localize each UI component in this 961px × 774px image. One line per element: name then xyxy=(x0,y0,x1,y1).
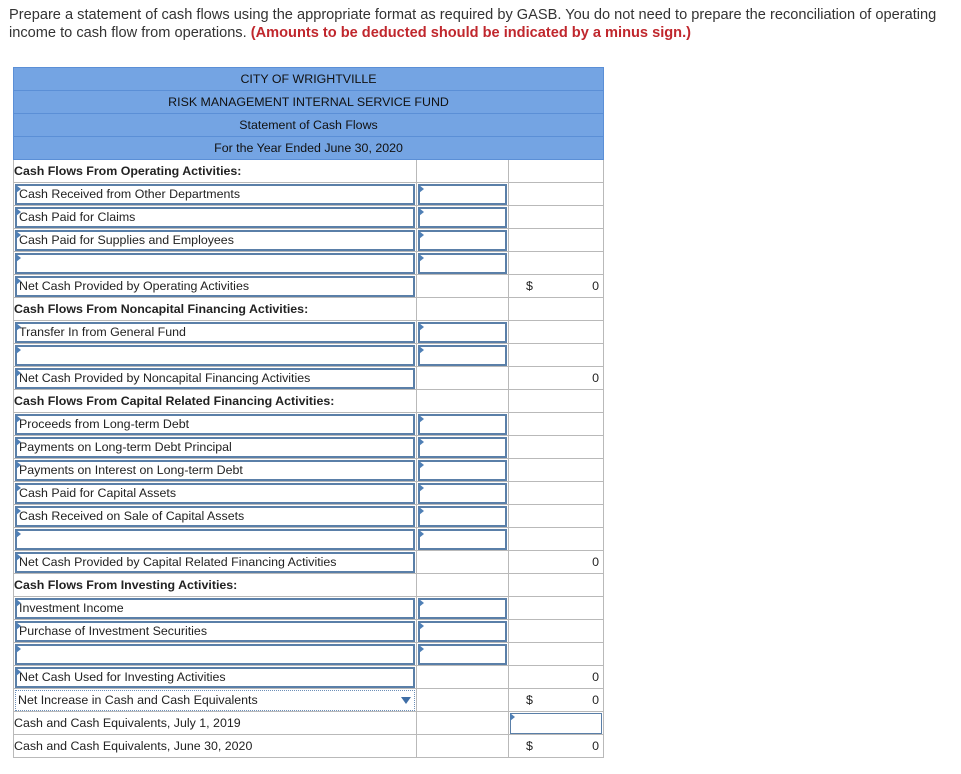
net-change-selected: Net Increase in Cash and Cash Equivalents xyxy=(18,692,258,707)
amount-input[interactable] xyxy=(418,230,507,251)
instructions-note: (Amounts to be deducted should be indicated by a minus sign.) xyxy=(250,25,692,41)
dollar-sign: $ xyxy=(526,739,533,753)
line-item-input[interactable]: Transfer In from General Fund xyxy=(15,322,415,343)
total-value: 0 xyxy=(592,670,600,684)
total-value: 0 xyxy=(592,371,600,385)
line-item-input[interactable] xyxy=(15,345,415,366)
table-row xyxy=(14,620,604,643)
dollar-sign: $ xyxy=(526,693,533,707)
table-row xyxy=(14,321,604,344)
header-entity: CITY OF WRIGHTVILLE xyxy=(14,68,604,91)
line-item-input[interactable] xyxy=(15,253,415,274)
table-row xyxy=(14,528,604,551)
line-item-input[interactable]: Cash Paid for Claims xyxy=(15,207,415,228)
amount-input[interactable] xyxy=(418,483,507,504)
section-title-operating: Cash Flows From Operating Activities: xyxy=(14,160,417,183)
section-title-capital: Cash Flows From Capital Related Financing Activities: xyxy=(14,390,417,413)
line-item-input[interactable]: Cash Paid for Capital Assets xyxy=(15,483,415,504)
section-title-noncapital: Cash Flows From Noncapital Financing Activities: xyxy=(14,298,417,321)
table-row xyxy=(14,252,604,275)
line-item-input[interactable]: Payments on Interest on Long-term Debt xyxy=(15,460,415,481)
header-fund: RISK MANAGEMENT INTERNAL SERVICE FUND xyxy=(14,91,604,114)
table-row xyxy=(14,643,604,666)
table-row xyxy=(14,505,604,528)
amount-input[interactable] xyxy=(418,207,507,228)
table-row xyxy=(14,735,604,758)
amount-input[interactable] xyxy=(418,506,507,527)
line-item-input[interactable]: Cash Received on Sale of Capital Assets xyxy=(15,506,415,527)
amount-input[interactable] xyxy=(418,644,507,665)
section-title-investing: Cash Flows From Investing Activities: xyxy=(14,574,417,597)
line-item-input[interactable]: Cash Received from Other Departments xyxy=(15,184,415,205)
table-row xyxy=(14,413,604,436)
table-row xyxy=(14,597,604,620)
total-value: 0 xyxy=(592,279,600,293)
cash-flow-worksheet xyxy=(13,67,604,758)
table-row xyxy=(14,183,604,206)
beginning-cash-input[interactable] xyxy=(510,713,602,734)
table-row xyxy=(14,551,604,574)
table-row xyxy=(14,666,604,689)
beginning-cash-label: Cash and Cash Equivalents, July 1, 2019 xyxy=(14,712,417,735)
table-row xyxy=(14,436,604,459)
header-statement: Statement of Cash Flows xyxy=(14,114,604,137)
instructions xyxy=(9,6,954,42)
table-row xyxy=(14,275,604,298)
dollar-sign: $ xyxy=(526,279,533,293)
line-item-input[interactable]: Investment Income xyxy=(15,598,415,619)
total-label-input[interactable]: Net Cash Provided by Noncapital Financing Activities xyxy=(15,368,415,389)
line-item-input[interactable]: Purchase of Investment Securities xyxy=(15,621,415,642)
amount-input[interactable] xyxy=(418,460,507,481)
table-row xyxy=(14,482,604,505)
amount-input[interactable] xyxy=(418,437,507,458)
amount-input[interactable] xyxy=(418,345,507,366)
amount-input[interactable] xyxy=(418,322,507,343)
table-row xyxy=(14,206,604,229)
amount-input[interactable] xyxy=(418,621,507,642)
ending-cash-value: 0 xyxy=(592,739,600,753)
instructions-text: Prepare a statement of cash flows using the appropriate format as required by GASB. You do not need to prepare the reconciliation of operating income to cash flow from operations. xyxy=(9,7,937,41)
table-row xyxy=(14,229,604,252)
line-item-input[interactable]: Payments on Long-term Debt Principal xyxy=(15,437,415,458)
net-change-select[interactable] xyxy=(15,690,415,711)
table-row xyxy=(14,459,604,482)
line-item-input[interactable]: Proceeds from Long-term Debt xyxy=(15,414,415,435)
net-increase-value: 0 xyxy=(592,693,600,707)
amount-input[interactable] xyxy=(418,253,507,274)
amount-input[interactable] xyxy=(418,184,507,205)
line-item-input[interactable] xyxy=(15,644,415,665)
amount-input[interactable] xyxy=(418,529,507,550)
total-value: 0 xyxy=(592,555,600,569)
total-label-input[interactable]: Net Cash Provided by Capital Related Financing Activities xyxy=(15,552,415,573)
amount-input[interactable] xyxy=(418,414,507,435)
header-period: For the Year Ended June 30, 2020 xyxy=(14,137,604,160)
amount-input[interactable] xyxy=(418,598,507,619)
line-item-input[interactable] xyxy=(15,529,415,550)
line-item-input[interactable]: Cash Paid for Supplies and Employees xyxy=(15,230,415,251)
ending-cash-label: Cash and Cash Equivalents, June 30, 2020 xyxy=(14,735,417,758)
table-row xyxy=(14,367,604,390)
total-label-input[interactable]: Net Cash Provided by Operating Activities xyxy=(15,276,415,297)
table-row xyxy=(14,344,604,367)
table-row xyxy=(14,689,604,712)
table-row xyxy=(14,712,604,735)
chevron-down-icon xyxy=(401,697,411,704)
total-label-input[interactable]: Net Cash Used for Investing Activities xyxy=(15,667,415,688)
